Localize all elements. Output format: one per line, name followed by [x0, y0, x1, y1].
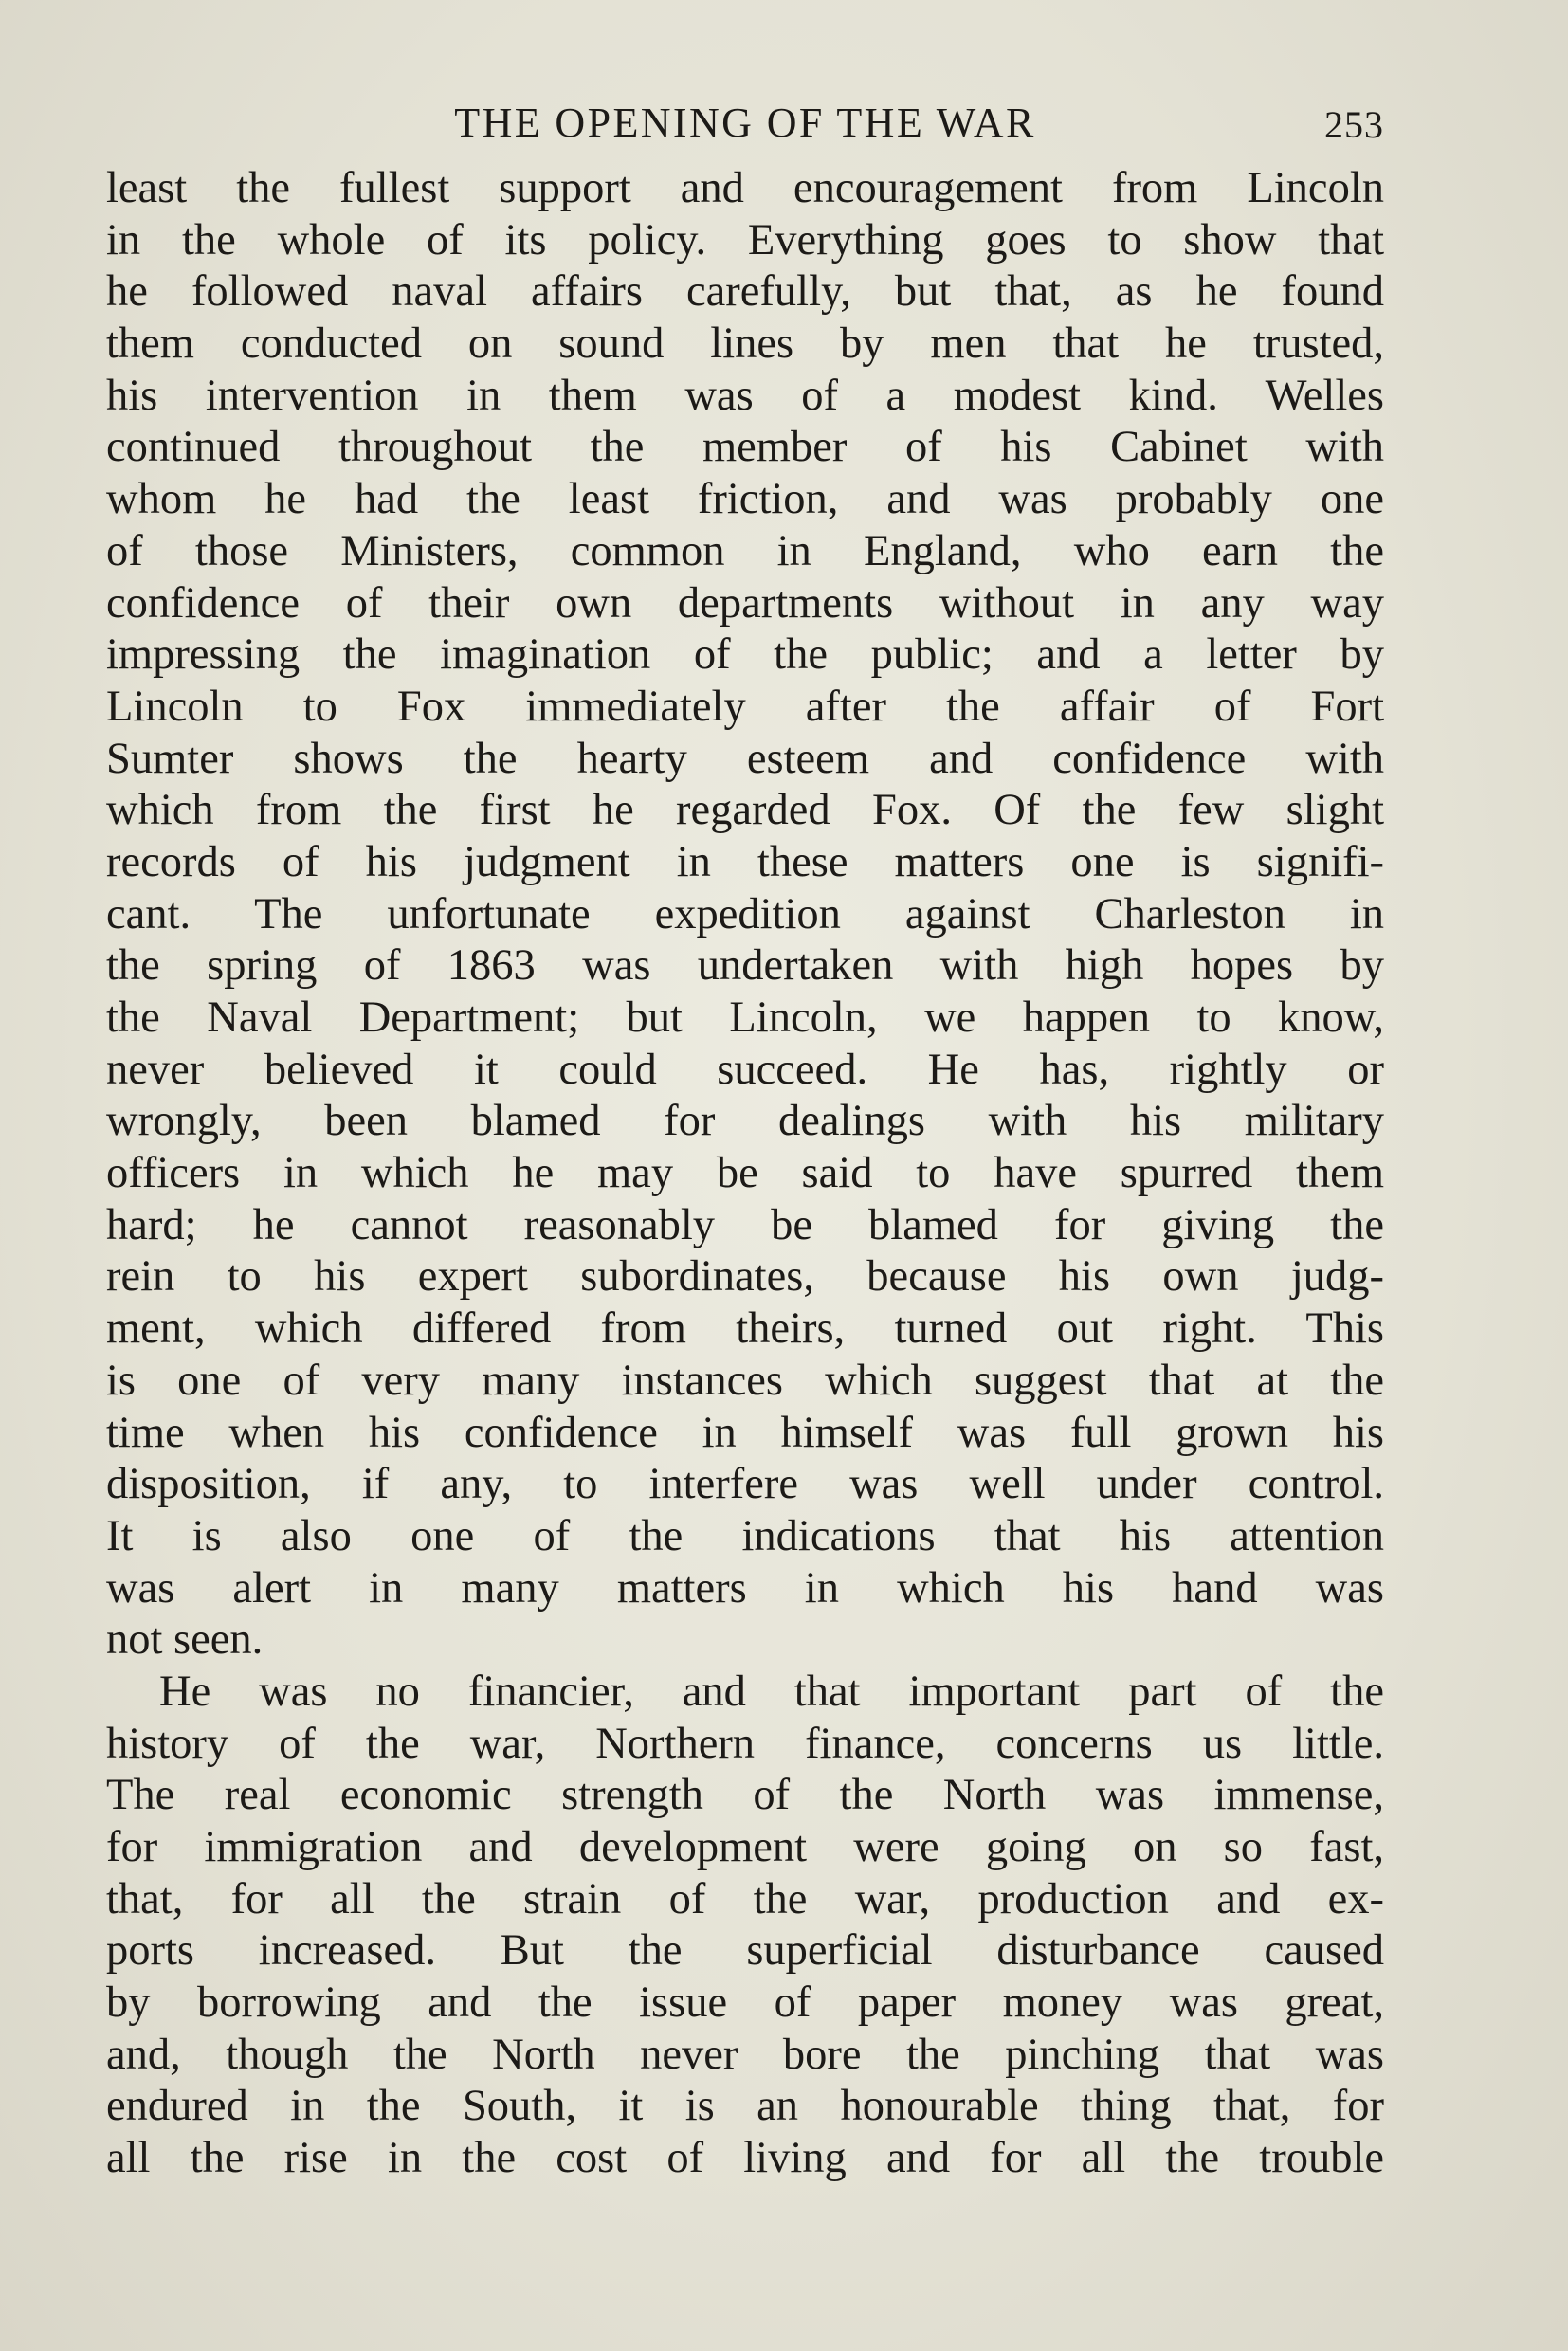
text-line: rein to his expert subordinates, because his own judg- — [106, 1252, 1384, 1302]
text-line: Sumter shows the hearty esteem and confidence with — [106, 734, 1384, 783]
text-line: The real economic strength of the North was immense, — [106, 1771, 1384, 1820]
text-line: for immigration and development were going on so fast, — [106, 1823, 1384, 1871]
page-number: 253 — [1324, 103, 1384, 146]
text-line: history of the war, Northern finance, concerns us little. — [106, 1719, 1384, 1768]
text-line: ports increased. But the superficial disturbance caused — [106, 1926, 1384, 1976]
text-line: by borrowing and the issue of paper money was great, — [106, 1978, 1384, 2028]
text-line: endured in the South, it is an honourable thing that, for — [106, 2082, 1384, 2131]
text-line: of those Ministers, common in England, who earn the — [106, 526, 1384, 575]
text-line: that, for all the strain of the war, production and ex- — [106, 1874, 1384, 1923]
text-line: all the rise in the cost of living and for all the trouble — [106, 2134, 1384, 2183]
text-line: was alert in many matters in which his hand was — [106, 1563, 1384, 1613]
text-line: confidence of their own departments without in any way — [106, 578, 1384, 628]
text-line: officers in which he may be said to have spurred them — [106, 1149, 1384, 1198]
text-line: ment, which differed from theirs, turned out right. This — [106, 1304, 1384, 1354]
text-line: he followed naval affairs carefully, but that, as he found — [106, 267, 1384, 317]
text-line: his intervention in them was of a modest kind. Welles — [106, 371, 1384, 420]
text-line: continued throughout the member of his Cabinet with — [106, 423, 1384, 472]
text-line: them conducted on sound lines by men that he trusted, — [106, 319, 1384, 369]
text-line: which from the first he regarded Fox. Of the few slight — [106, 786, 1384, 835]
text-line: cant. The unfortunate expedition against Charleston in — [106, 889, 1384, 939]
text-line: He was no financier, and that important part of the — [159, 1667, 1384, 1716]
text-line: It is also one of the indications that his attention — [106, 1511, 1384, 1560]
text-line: wrongly, been blamed for dealings with his military — [106, 1097, 1384, 1146]
text-line: whom he had the least friction, and was probably one — [106, 475, 1384, 524]
text-line: the Naval Department; but Lincoln, we happen to know, — [106, 993, 1384, 1042]
text-line: and, though the North never bore the pinching that was — [106, 2030, 1384, 2079]
text-line: impressing the imagination of the public; and a letter by — [106, 630, 1384, 680]
text-line: Lincoln to Fox immediately after the affair of Fort — [106, 682, 1384, 731]
text-line: disposition, if any, to interfere was well under control. — [106, 1460, 1384, 1509]
running-head — [106, 95, 1384, 163]
text-line: hard; he cannot reasonably be blamed for giving the — [106, 1200, 1384, 1249]
text-line: the spring of 1863 was undertaken with high hopes by — [106, 941, 1384, 991]
text-line: in the whole of its policy. Everything goes to show that — [106, 215, 1384, 264]
text-line: not seen. — [106, 1615, 264, 1665]
text-line: least the fullest support and encouragement from Lincoln — [106, 164, 1384, 212]
text-line: never believed it could succeed. He has, rightly or — [106, 1045, 1384, 1094]
book-page — [106, 95, 1384, 2185]
body-text — [106, 163, 1384, 2185]
running-title: THE OPENING OF THE WAR — [454, 100, 1036, 146]
text-line: records of his judgment in these matters one is signifi- — [106, 837, 1384, 886]
text-line: time when his confidence in himself was full grown his — [106, 1408, 1384, 1457]
text-line: is one of very many instances which suggest that at the — [106, 1356, 1384, 1405]
